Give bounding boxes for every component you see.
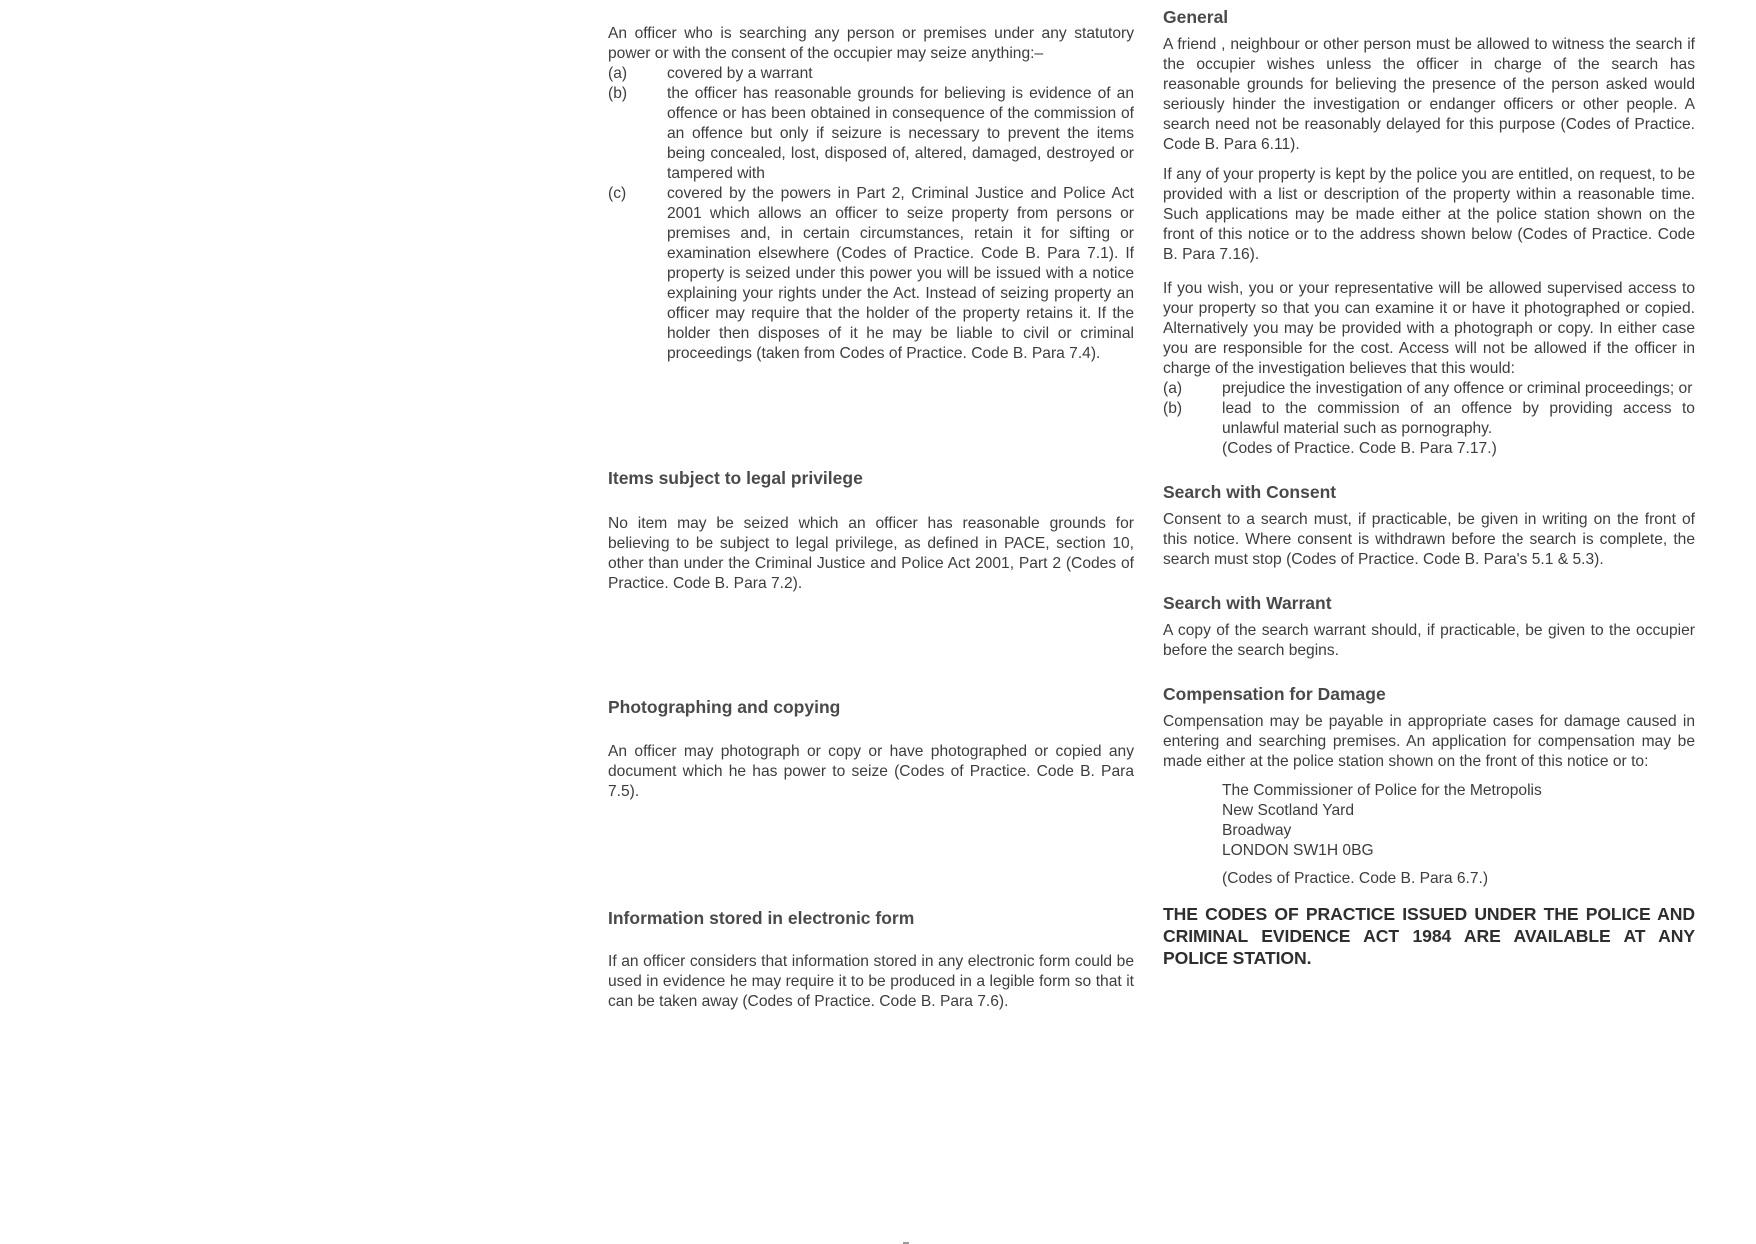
address-line: Broadway xyxy=(1222,822,1292,839)
warrant-text: A copy of the search warrant should, if practicable, be given to the occupier before the search begins. xyxy=(1163,622,1695,659)
access-item-a xyxy=(1163,379,1695,399)
item-text: lead to the commission of an offence by providing access to unlawful material such as pornography. xyxy=(1222,400,1695,437)
general-heading: General xyxy=(1163,7,1229,27)
address-line: LONDON SW1H 0BG xyxy=(1222,842,1374,859)
electronic-text: If an officer considers that information stored in any electronic form could be used in evidence he may require it to be produced in a legible form so that it can be taken away (Codes of Practice. Code B. Para 7.6). xyxy=(608,953,1134,1010)
seize-item-c xyxy=(608,184,1134,364)
damage-text: Compensation may be payable in appropriate cases for damage caused in entering and searching premises. An application for compensation may be made either at the police station shown on the front of this notice or to: xyxy=(1163,713,1695,770)
item-text: covered by the powers in Part 2, Criminal Justice and Police Act 2001 which allows an officer to seize property from persons or premises and, in certain circumstances, retain it for sifting or examination elsewhere (Codes of Practice. Code B. Para 7.1). If property is seized under this power you will be issued with a notice explaining your rights under the Act. Instead of seizing property an officer may require that the holder of the property retains it. If the holder then disposes of it he may be liable to civil or criminal proceedings (taken from Codes of Practice. Code B. Para 7.4). xyxy=(667,185,1134,362)
item-label: (b) xyxy=(608,85,628,102)
item-label: (a) xyxy=(1163,380,1183,397)
item-text: covered by a warrant xyxy=(667,65,813,82)
right-column xyxy=(1163,6,1695,969)
photo-text: An officer may photograph or copy or have photographed or copied any document which he has power to seize (Codes of Practice. Code B. Para 7.5). xyxy=(608,743,1134,800)
privilege-heading: Items subject to legal privilege xyxy=(608,468,863,488)
photo-heading: Photographing and copying xyxy=(608,697,841,717)
general-paragraph-3: If you wish, you or your representative will be allowed supervised access to your property so that you can examine it or have it photographed or copied. Alternatively you may be provided with a photograph or copy. In either case you are responsible for the cost. Access will not be allowed if the officer in charge of the investigation believes that this would: xyxy=(1163,280,1695,377)
consent-heading: Search with Consent xyxy=(1163,482,1337,502)
codes-notice: THE CODES OF PRACTICE ISSUED UNDER THE POLICE AND CRIMINAL EVIDENCE ACT 1984 ARE AVAILABLE AT ANY POLICE STATION. xyxy=(1163,904,1695,968)
address-line: New Scotland Yard xyxy=(1222,802,1355,819)
general-paragraph-1: A friend , neighbour or other person must be allowed to witness the search if the occupier wishes unless the officer in charge of the search has reasonable grounds for believing the presence of the person asked would seriously hinder the investigation or endanger officers or other people. A search need not be reasonably delayed for this purpose (Codes of Practice. Code B. Para 6.11). xyxy=(1163,36,1695,153)
seize-intro: An officer who is searching any person or premises under any statutory power or with the consent of the occupier may seize anything:– xyxy=(608,25,1134,62)
item-label: (b) xyxy=(1163,400,1183,417)
address-reference: (Codes of Practice. Code B. Para 6.7.) xyxy=(1222,870,1489,887)
address-line: The Commissioner of Police for the Metropolis xyxy=(1222,782,1542,799)
item-label: (a) xyxy=(608,65,628,82)
warrant-heading: Search with Warrant xyxy=(1163,593,1332,613)
address-block xyxy=(1163,781,1695,889)
damage-heading: Compensation for Damage xyxy=(1163,684,1386,704)
access-reference: (Codes of Practice. Code B. Para 7.17.) xyxy=(1222,440,1497,457)
left-column xyxy=(608,24,1134,1012)
privilege-text: No item may be seized which an officer has reasonable grounds for believing to be subject to legal privilege, as defined in PACE, section 10, other than under the Criminal Justice and Police Act 2001, Part 2 (Codes of Practice. Code B. Para 7.2). xyxy=(608,515,1134,592)
general-paragraph-2: If any of your property is kept by the police you are entitled, on request, to be provided with a list or description of the property within a reasonable time. Such applications may be made either at the police station shown on the front of this notice or to the address shown below (Codes of Practice. Code B. Para 7.16). xyxy=(1163,166,1695,263)
consent-text: Consent to a search must, if practicable, be given in writing on the front of this notice. Where consent is withdrawn before the search is complete, the search must stop (Codes of Practice. Code B. Para's 5.1 & 5.3). xyxy=(1163,511,1695,568)
seize-item-b xyxy=(608,84,1134,184)
seize-item-a xyxy=(608,64,1134,84)
item-text: the officer has reasonable grounds for believing is evidence of an offence or has been obtained in consequence of the commission of an offence but only if seizure is necessary to prevent the items being concealed, lost, disposed of, altered, damaged, destroyed or tampered with xyxy=(667,85,1134,182)
electronic-heading: Information stored in electronic form xyxy=(608,908,915,928)
access-item-b xyxy=(1163,399,1695,439)
item-label: (c) xyxy=(608,185,627,202)
item-text: prejudice the investigation of any offence or criminal proceedings; or xyxy=(1222,380,1693,397)
